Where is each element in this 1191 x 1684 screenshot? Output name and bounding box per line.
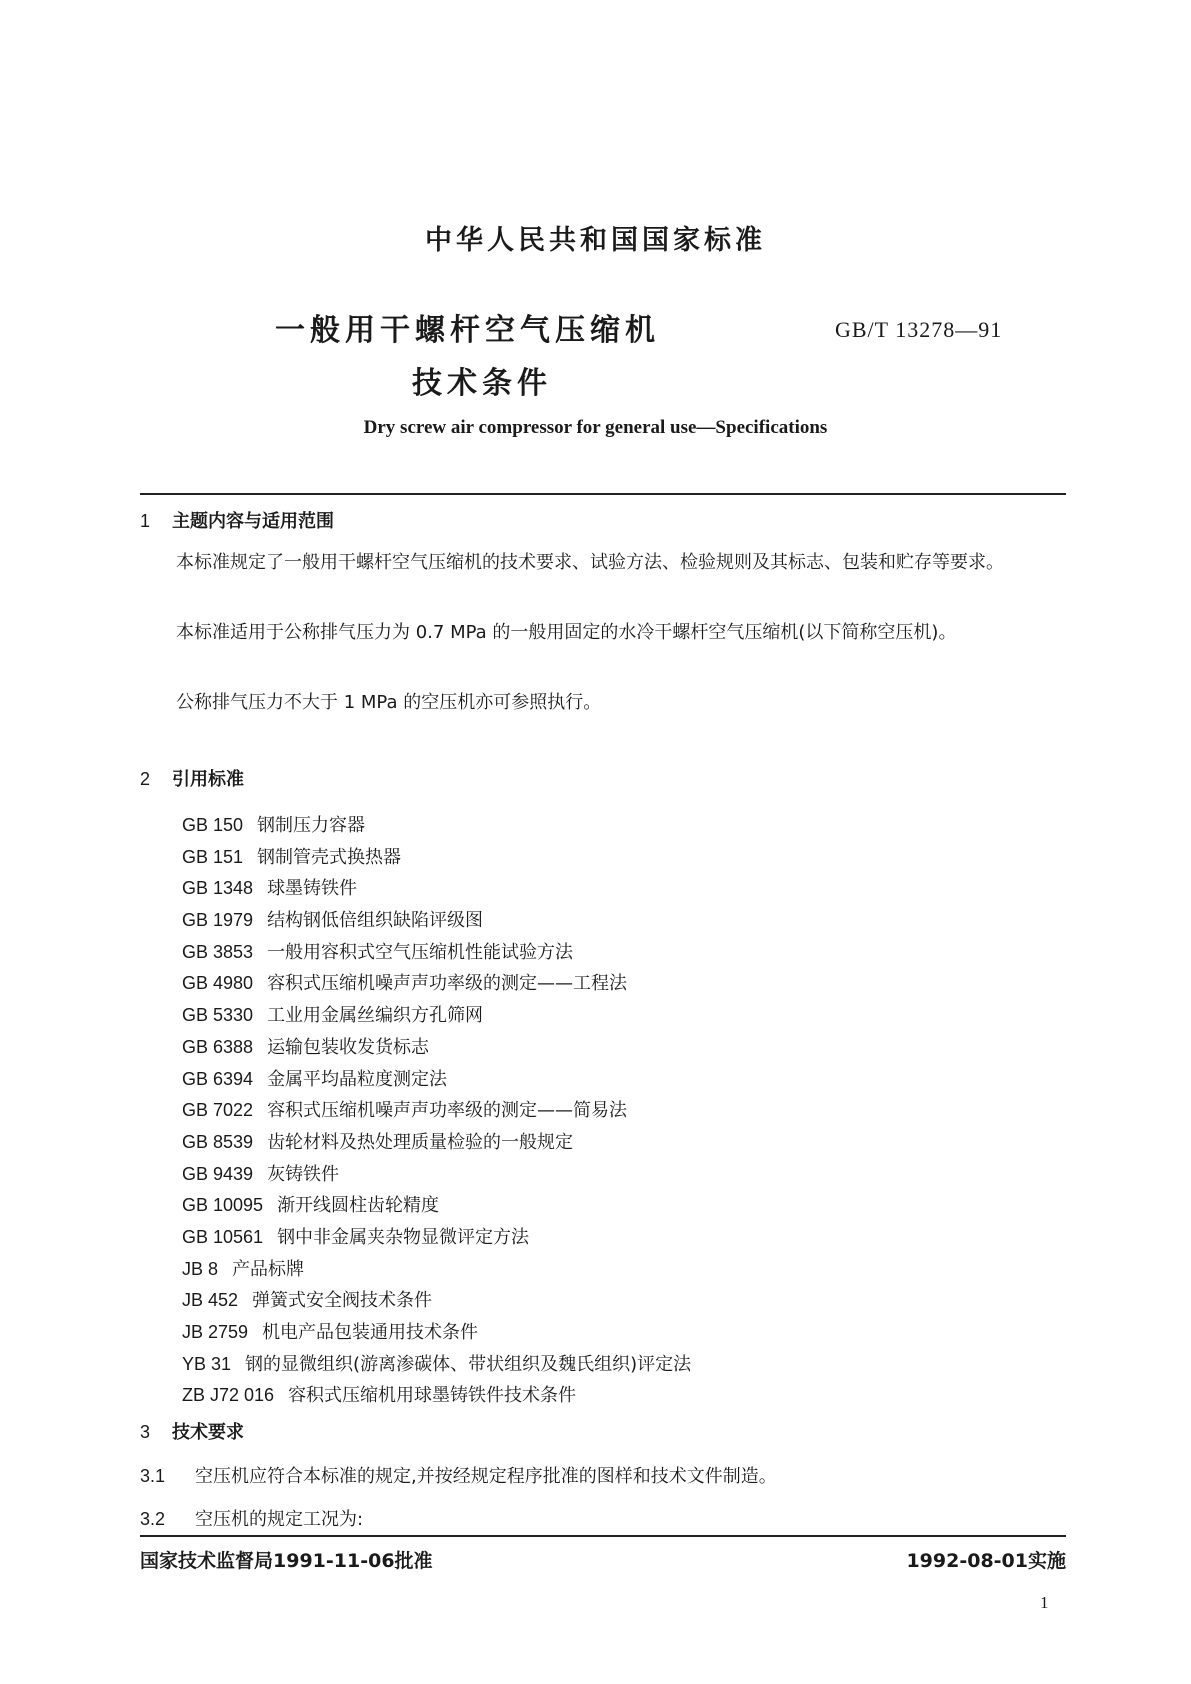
reference-code: GB 7022	[182, 1100, 254, 1121]
reference-code: ZB J72 016	[182, 1385, 275, 1406]
reference-item	[182, 1349, 691, 1381]
reference-item	[182, 1127, 691, 1159]
reference-name: 钢制压力容器	[257, 815, 366, 836]
document-subtitle: 技术条件	[412, 366, 552, 401]
document-title: 一般用干螺杆空气压缩机	[275, 313, 660, 348]
section-2-heading	[140, 765, 244, 791]
top-rule	[140, 493, 1066, 495]
reference-item	[182, 1285, 691, 1317]
reference-item	[182, 968, 691, 1000]
reference-name: 产品标牌	[232, 1258, 305, 1280]
national-standard-heading: 中华人民共和国国家标准	[425, 225, 766, 256]
reference-code: GB 3853	[182, 941, 254, 962]
section-number: 2	[140, 769, 151, 789]
clause-text: 空压机的规定工况为:	[195, 1509, 364, 1530]
reference-item	[182, 1380, 691, 1412]
reference-name: 工业用金属丝编织方孔筛网	[267, 1005, 484, 1027]
reference-name: 钢制管壳式换热器	[257, 846, 402, 868]
reference-name: 渐开线圆柱齿轮精度	[277, 1195, 440, 1217]
reference-name: 一般用容积式空气压缩机性能试验方法	[267, 941, 574, 963]
reference-code: GB 10095	[182, 1195, 264, 1216]
reference-item	[182, 1317, 691, 1349]
reference-item	[182, 1000, 691, 1032]
reference-item	[182, 1095, 691, 1127]
section-number: 3	[140, 1422, 151, 1442]
reference-name: 钢中非金属夹杂物显微评定方法	[277, 1226, 530, 1248]
reference-item	[182, 842, 691, 874]
reference-item	[182, 1254, 691, 1286]
reference-name: 容积式压缩机噪声声功率级的测定——简易法	[267, 1100, 628, 1122]
reference-item	[182, 1159, 691, 1191]
reference-item	[182, 1190, 691, 1222]
clause-3-2	[140, 1505, 363, 1531]
reference-code: GB 1348	[182, 878, 254, 899]
reference-item	[182, 1064, 691, 1096]
reference-item	[182, 937, 691, 969]
reference-item	[182, 905, 691, 937]
reference-name: 弹簧式安全阀技术条件	[252, 1290, 433, 1312]
reference-name: 容积式压缩机噪声声功率级的测定——工程法	[267, 973, 628, 995]
reference-item	[182, 1032, 691, 1064]
section-1-paragraph-1: 本标准规定了一般用干螺杆空气压缩机的技术要求、试验方法、检验规则及其标志、包装和贮存等要求。	[176, 552, 1004, 573]
reference-code: GB 6388	[182, 1036, 254, 1057]
approval-line: 国家技术监督局1991-11-06批准	[140, 1550, 433, 1572]
section-number: 1	[140, 511, 151, 531]
standard-code: GB/T 13278—91	[835, 317, 1003, 342]
reference-name: 球墨铸铁件	[267, 878, 358, 900]
reference-name: 结构钢低倍组织缺陷评级图	[267, 910, 484, 932]
reference-name: 容积式压缩机用球墨铸铁件技术条件	[288, 1385, 577, 1407]
reference-code: JB 2759	[182, 1322, 249, 1342]
clause-number: 3.1	[140, 1466, 166, 1486]
clause-3-1	[140, 1462, 777, 1488]
reference-item	[182, 873, 691, 905]
section-title: 主题内容与适用范围	[172, 511, 334, 532]
reference-code: GB 8539	[182, 1131, 254, 1152]
reference-code: JB 8	[182, 1258, 219, 1279]
reference-code: YB 31	[182, 1353, 232, 1374]
section-1-paragraph-2: 本标准适用于公称排气压力为 0.7 MPa 的一般用固定的水冷干螺杆空气压缩机(以下简称空压机)。	[176, 622, 957, 643]
reference-name: 钢的显微组织(游离渗碳体、带状组织及魏氏组织)评定法	[245, 1353, 692, 1375]
effective-date: 1992-08-01实施	[906, 1550, 1066, 1572]
referenced-standards-list	[182, 810, 691, 1412]
clause-text: 空压机应符合本标准的规定,并按经规定程序批准的图样和技术文件制造。	[195, 1466, 777, 1487]
reference-code: GB 6394	[182, 1068, 254, 1089]
section-1-heading	[140, 507, 334, 533]
clause-number: 3.2	[140, 1509, 166, 1529]
reference-code: GB 4980	[182, 973, 254, 994]
reference-code: GB 9439	[182, 1163, 254, 1184]
page-number: 1	[1040, 1593, 1049, 1612]
reference-name: 灰铸铁件	[267, 1163, 340, 1185]
reference-code: GB 5330	[182, 1005, 254, 1026]
reference-item	[182, 1222, 691, 1254]
reference-code: GB 151	[182, 846, 244, 867]
english-title: Dry screw air compressor for general use—Specifications	[363, 417, 828, 438]
reference-name: 齿轮材料及热处理质量检验的一般规定	[267, 1131, 574, 1153]
reference-code: GB 10561	[182, 1226, 264, 1247]
section-title: 引用标准	[172, 769, 244, 790]
section-1-paragraph-3: 公称排气压力不大于 1 MPa 的空压机亦可参照执行。	[176, 692, 602, 713]
reference-code: JB 452	[182, 1290, 239, 1311]
section-3-heading	[140, 1418, 244, 1444]
section-title: 技术要求	[172, 1422, 244, 1443]
reference-name: 运输包装收发货标志	[267, 1036, 430, 1058]
reference-code: GB 1979	[182, 910, 254, 931]
reference-name: 金属平均晶粒度测定法	[267, 1068, 448, 1090]
reference-code: GB 150	[182, 815, 244, 835]
reference-item	[182, 810, 691, 842]
bottom-rule	[140, 1535, 1066, 1537]
reference-name: 机电产品包装通用技术条件	[262, 1322, 479, 1343]
